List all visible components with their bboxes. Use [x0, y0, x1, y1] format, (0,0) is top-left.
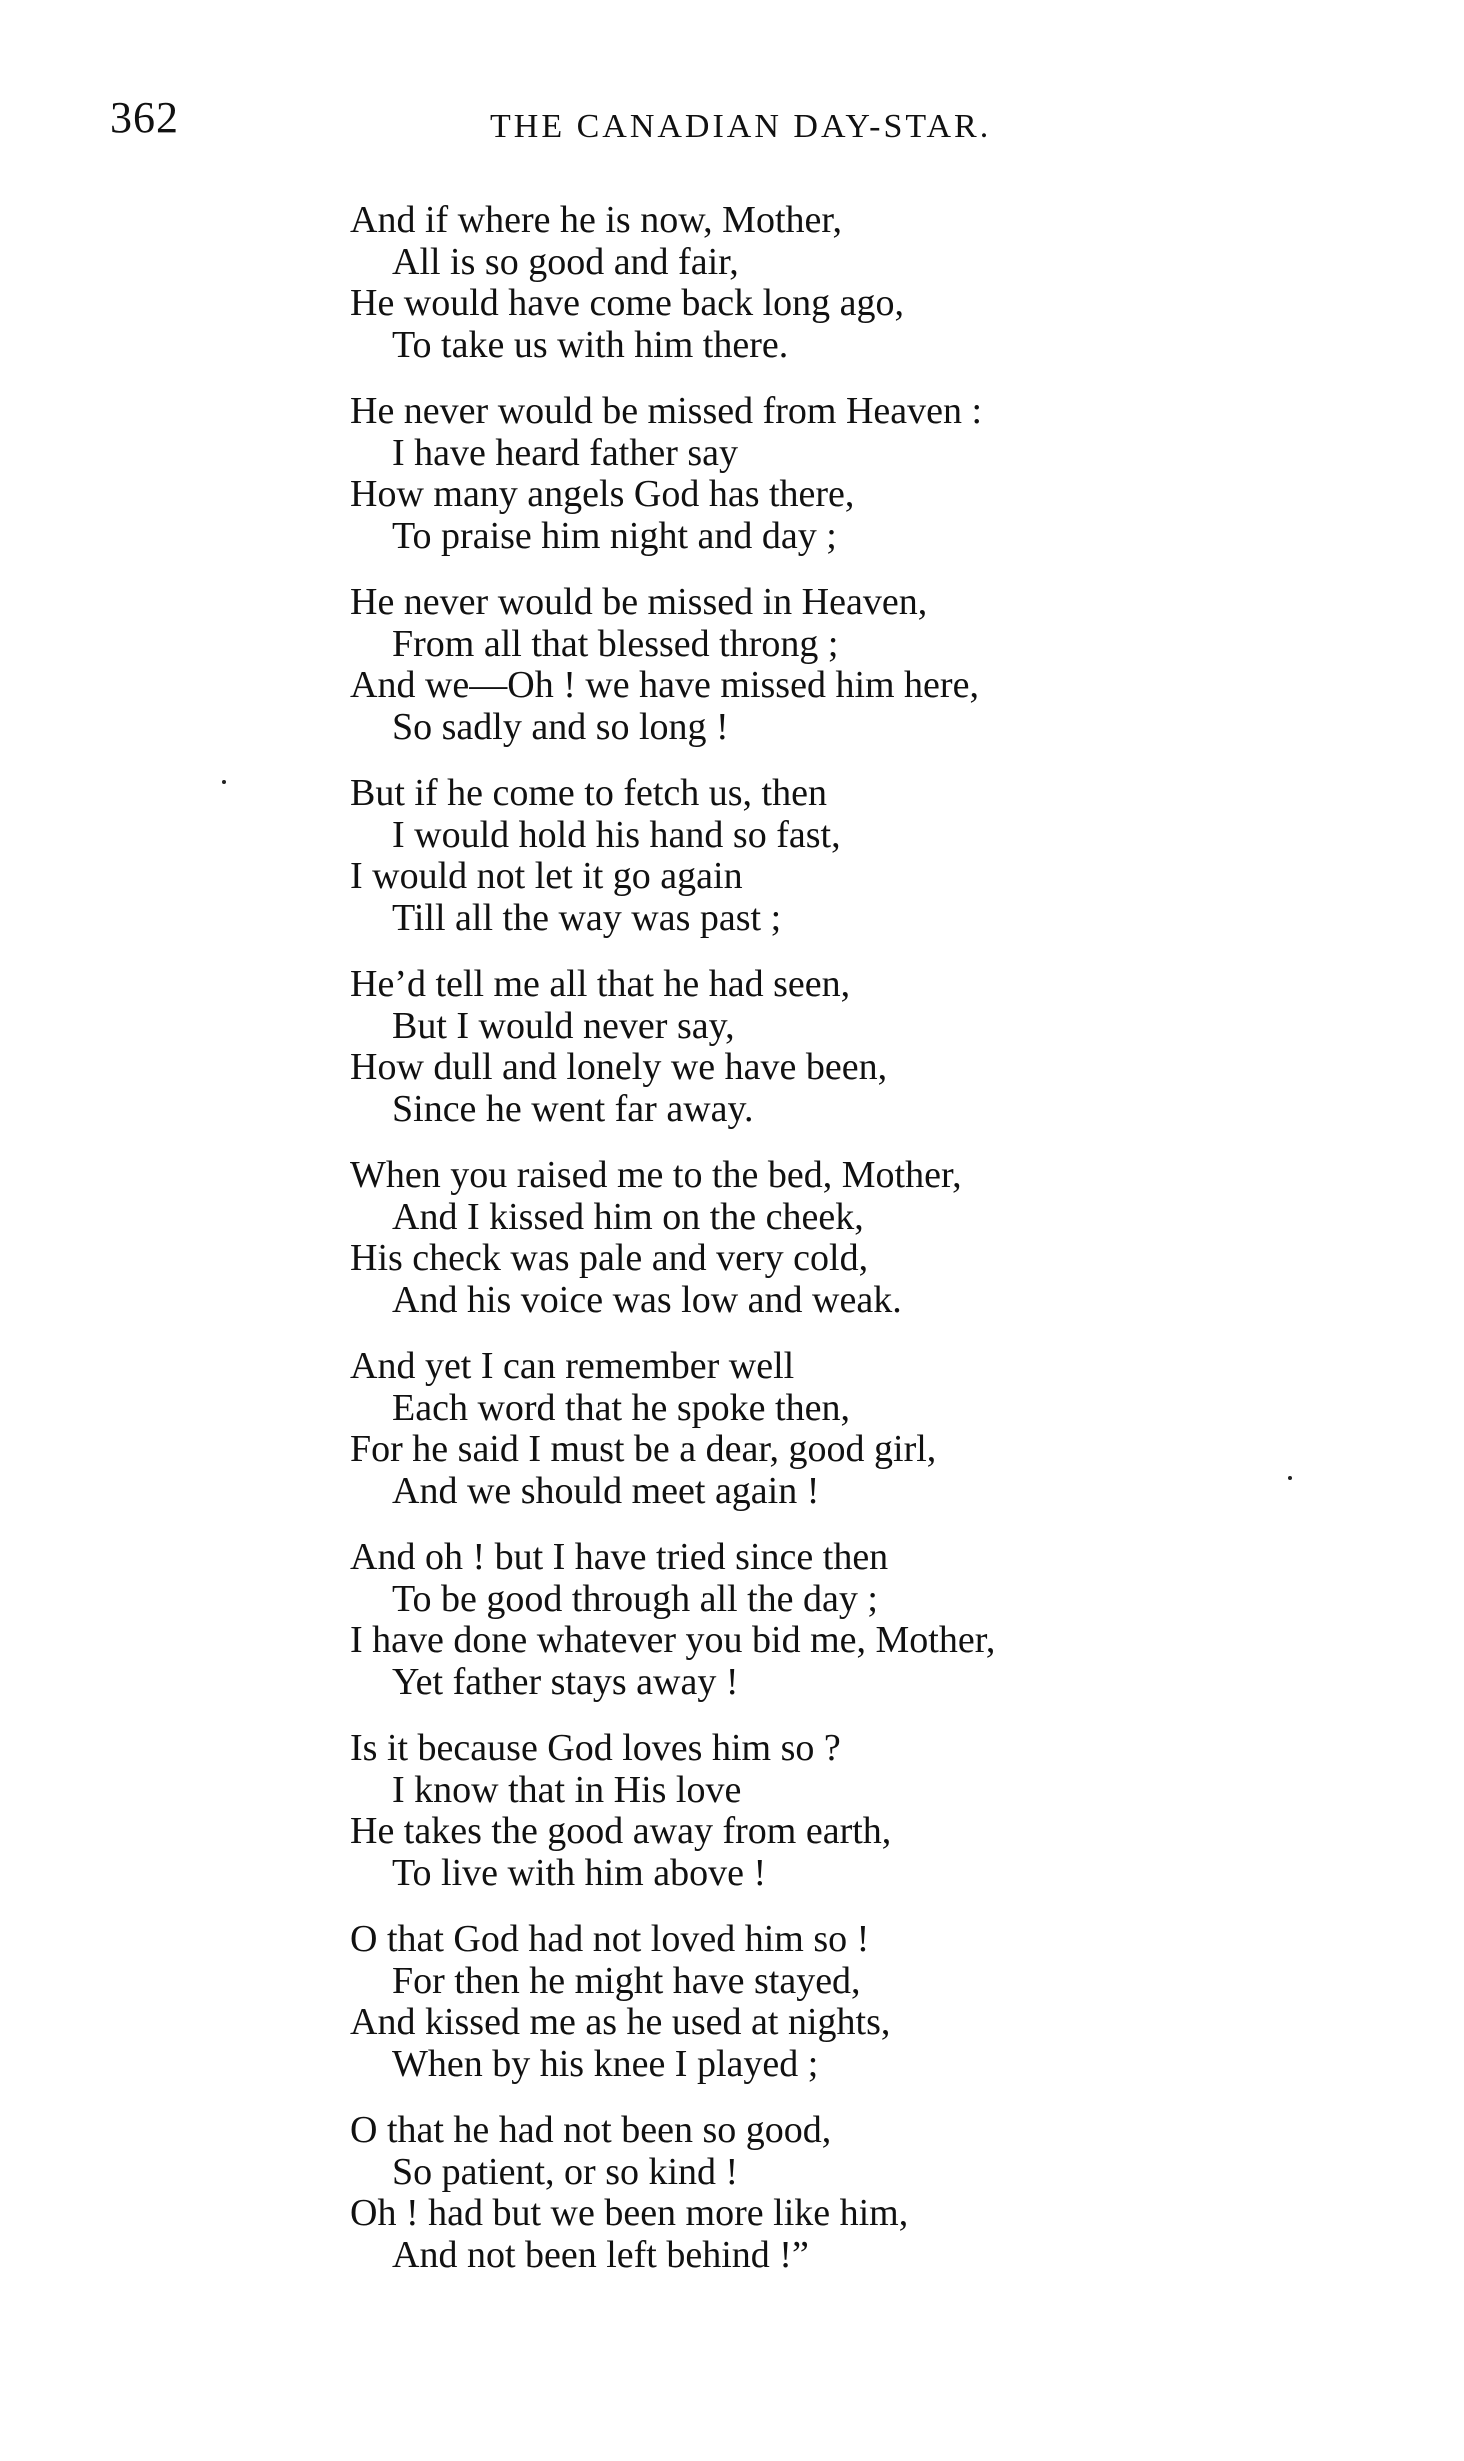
- poem-line: For he said I must be a dear, good girl,: [350, 1428, 937, 1470]
- poem-line: I know that in His love: [392, 1768, 742, 1811]
- poem-line: And yet I can remember well: [350, 1345, 795, 1387]
- running-title: THE CANADIAN DAY-STAR.: [490, 108, 992, 145]
- stanza-11: [350, 2110, 1250, 2282]
- poem-line: And oh ! but I have tried since then: [350, 1536, 889, 1578]
- poem-line: Each word that he spoke then,: [392, 1386, 850, 1429]
- poem-line: And if where he is now, Mother,: [350, 199, 843, 241]
- poem-line: O that God had not loved him so !: [350, 1918, 870, 1960]
- stanza-1: [350, 200, 1250, 372]
- poem-line: Since he went far away.: [392, 1087, 754, 1130]
- print-speck: [222, 780, 226, 784]
- stanza-5: [350, 964, 1250, 1136]
- stanza-3: [350, 582, 1250, 754]
- poem-line: Till all the way was past ;: [392, 896, 782, 939]
- poem: [350, 200, 1250, 2301]
- poem-line: When by his knee I played ;: [392, 2042, 819, 2085]
- page-header: [110, 92, 1085, 162]
- poem-line: Yet father stays away !: [392, 1660, 739, 1703]
- poem-line: Is it because God loves him so ?: [350, 1727, 841, 1769]
- poem-line: But I would never say,: [392, 1004, 735, 1047]
- poem-line: How dull and lonely we have been,: [350, 1046, 888, 1088]
- poem-line: To take us with him there.: [392, 323, 789, 366]
- poem-line: For then he might have stayed,: [392, 1959, 861, 2002]
- poem-line: All is so good and fair,: [392, 240, 739, 283]
- stanza-2: [350, 391, 1250, 563]
- page-number: 362: [110, 93, 179, 142]
- poem-line: I have done whatever you bid me, Mother,: [350, 1619, 996, 1661]
- stanza-8: [350, 1537, 1250, 1709]
- poem-line: To live with him above !: [392, 1851, 767, 1894]
- poem-line: He never would be missed from Heaven :: [350, 390, 983, 432]
- poem-line: I would hold his hand so fast,: [392, 813, 841, 856]
- poem-line: He would have come back long ago,: [350, 282, 904, 324]
- print-speck: [1288, 1476, 1292, 1480]
- poem-line: And we should meet again !: [392, 1469, 820, 1512]
- poem-line: I have heard father say: [392, 431, 739, 474]
- poem-line: And we—Oh ! we have missed him here,: [350, 664, 979, 706]
- poem-line: From all that blessed throng ;: [392, 622, 839, 665]
- poem-line: Oh ! had but we been more like him,: [350, 2192, 909, 2234]
- poem-line: So sadly and so long !: [392, 705, 729, 748]
- stanza-10: [350, 1919, 1250, 2091]
- poem-line: But if he come to fetch us, then: [350, 772, 827, 814]
- stanza-9: [350, 1728, 1250, 1900]
- poem-line: He’d tell me all that he had seen,: [350, 963, 851, 1005]
- poem-line: And kissed me as he used at nights,: [350, 2001, 891, 2043]
- poem-line: He never would be missed in Heaven,: [350, 581, 928, 623]
- poem-line: I would not let it go again: [350, 855, 743, 897]
- poem-line: To be good through all the day ;: [392, 1577, 878, 1620]
- poem-line: He takes the good away from earth,: [350, 1810, 892, 1852]
- stanza-7: [350, 1346, 1250, 1518]
- poem-line: And not been left behind !”: [392, 2233, 809, 2276]
- poem-line: So patient, or so kind !: [392, 2150, 739, 2193]
- poem-line: His check was pale and very cold,: [350, 1237, 869, 1279]
- poem-line: To praise him night and day ;: [392, 514, 837, 557]
- stanza-4: [350, 773, 1250, 945]
- poem-line: And I kissed him on the cheek,: [392, 1195, 864, 1238]
- poem-line: How many angels God has there,: [350, 473, 855, 515]
- poem-line: And his voice was low and weak.: [392, 1278, 902, 1321]
- poem-line: When you raised me to the bed, Mother,: [350, 1154, 962, 1196]
- poem-line: O that he had not been so good,: [350, 2109, 832, 2151]
- stanza-6: [350, 1155, 1250, 1327]
